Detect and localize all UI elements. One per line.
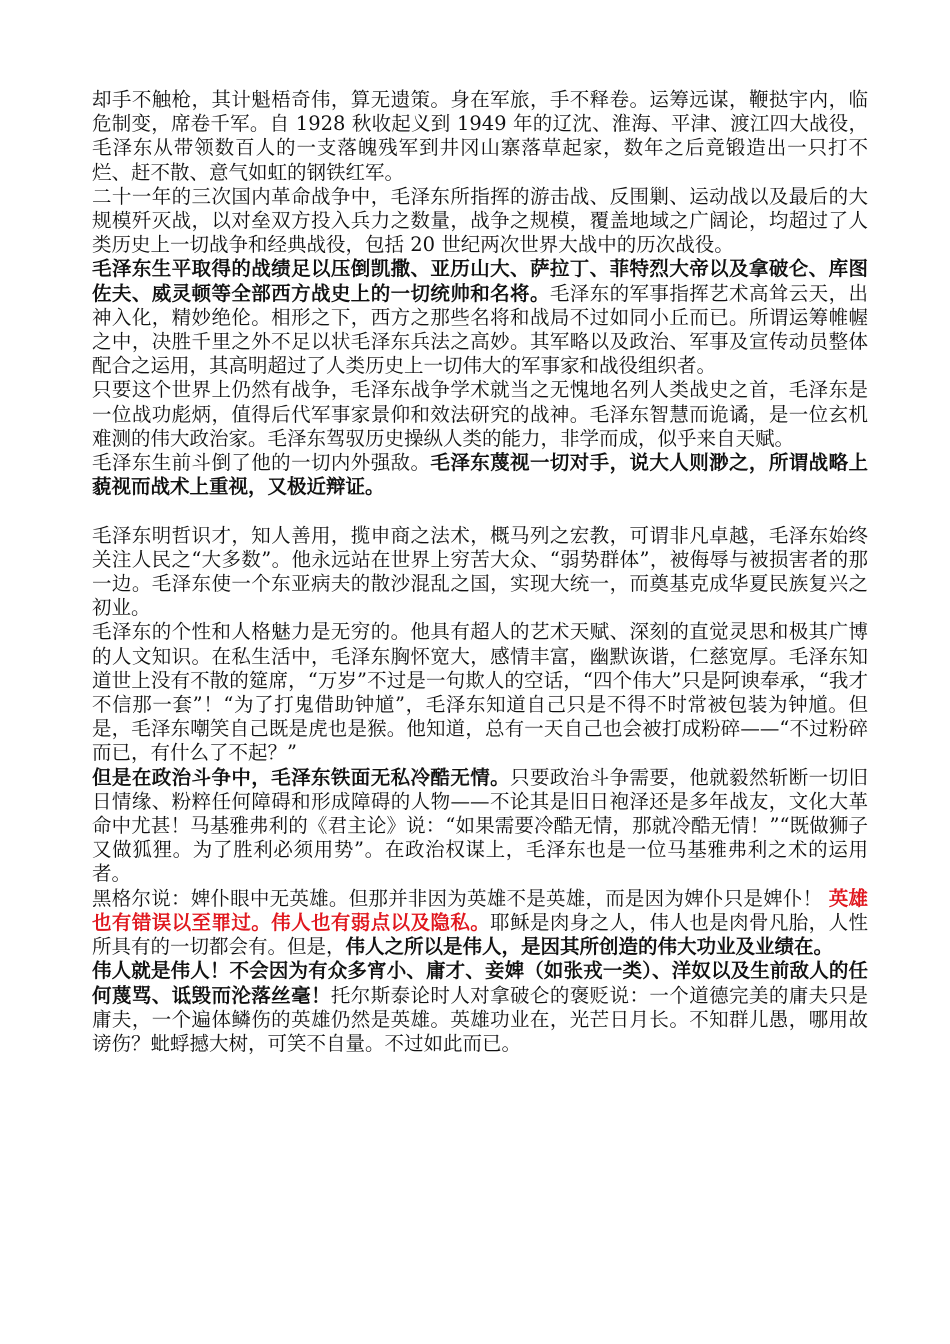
paragraph-text: 只要这个世界上仍然有战争，毛泽东战争学术就当之无愧地名列人类战史之首，毛泽东是一位战功彪炳，值得后代军事家景仰和效法研究的战神。毛泽东智慧而诡谲，是一位玄机难测的伟大政治家。毛泽东驾驭历史操纵人类的能力，非学而成，似乎来自天赋。 — [92, 378, 868, 450]
paragraph-war-god — [92, 378, 868, 451]
bold-statement: 毛泽东生平取得的战绩足以压倒凯撒、亚历山大、萨拉丁、菲特烈大帝以及拿破仑、库图佐夫、威灵顿等全部西方战史上的一切统帅和名将。 — [92, 257, 868, 305]
bold-statement: 毛泽东蔑视一切对手，说大人则渺之，所谓战略上藐视而战术上重视，又极近辩证。 — [92, 451, 868, 499]
paragraph-hegel — [92, 887, 868, 960]
red-emphasis: 英雄也有错误以至罪过。伟人也有弱点以及隐私。 — [92, 886, 868, 934]
paragraph-text: 毛泽东明哲识才，知人善用，揽申商之法术，概马列之宏教，可谓非凡卓越，毛泽东始终关注人民之“大多数”。他永远站在世界上穷苦大众、“弱势群体”，被侮辱与被损害者的那一边。毛泽东使一个东亚病夫的散沙混乱之国，实现大统一，而奠基克成华夏民族复兴之初业。 — [92, 523, 868, 620]
paragraph-military-career — [92, 88, 868, 185]
paragraph-political-struggle — [92, 766, 868, 887]
bold-statement: 伟人之所以是伟人，是因其所创造的伟大功业及业绩在。 — [345, 935, 834, 959]
paragraph-text: 毛泽东的军事指挥艺术高耸云天，出神入化，精妙绝伦。相形之下，西方之那些名将和战局不过如同小丘而已。所谓运筹帷幄之中，决胜千里之外不足以状毛泽东兵法之高妙。其军略以及政治、军事及宣传动员整体配合之运用，其高明超过了人类历史上一切伟大的军事家和战役组织者。 — [92, 281, 868, 378]
bold-statement: 伟人就是伟人！不会因为有众多宵小、庸才、妾婢（如张戎一类）、洋奴以及生前敌人的任何蔑骂、诋毁而沦落丝毫！ — [92, 959, 868, 1007]
paragraph-great-man — [92, 959, 868, 1056]
document-page — [92, 88, 868, 1056]
paragraph-enemies — [92, 451, 868, 499]
paragraph-text: 却手不触枪，其计魁梧奇伟，算无遗策。身在军旅，手不释卷。运筹远谋，鞭挞宇内，临危制变，席卷千军。自 1928 秋收起义到 1949 年的辽沈、淮海、平津、渡江四大战役，毛泽东从带领数百人的一支落魄残军到井冈山寨落草起家，数年之后竟锻造出一只打不烂、赶不散、意气如虹的钢铁红军。 — [92, 88, 868, 184]
paragraph-people — [92, 524, 868, 621]
blank-line — [92, 499, 868, 523]
paragraph-civil-war — [92, 185, 868, 258]
paragraph-war-record — [92, 257, 868, 378]
paragraph-text: 托尔斯泰论时人对拿破仑的褒贬说：一个道德完美的庸夫只是庸夫，一个遍体鳞伤的英雄仍然是英雄。英雄功业在，光芒日月长。不知群儿愚，哪用故谤伤？蚍蜉撼大树，可笑不自量。不过如此而已。 — [92, 983, 868, 1055]
paragraph-personality — [92, 620, 868, 765]
paragraph-text: 毛泽东生前斗倒了他的一切内外强敌。 — [92, 451, 431, 475]
paragraph-text: 耶稣是肉身之人，伟人也是肉骨凡胎，人性所具有的一切都会有。但是， — [92, 910, 868, 959]
paragraph-text: 黑格尔说：婢仆眼中无英雄。但那并非因为英雄不是英雄，而是因为婢仆只是婢仆！ — [92, 886, 829, 910]
bold-statement: 但是在政治斗争中，毛泽东铁面无私冷酷无情。 — [92, 765, 511, 789]
paragraph-text: 二十一年的三次国内革命战争中，毛泽东所指挥的游击战、反围剿、运动战以及最后的大规模歼灭战，以对垒双方投入兵力之数量，战争之规模，覆盖地域之广阔论，均超过了人类历史上一切战争和经典战役，包括 20 世纪两次世界大战中的历次战役。 — [92, 184, 868, 257]
paragraph-text: 只要政治斗争需要，他就毅然斩断一切旧日情缘、粉粹任何障碍和形成障碍的人物——不论其是旧日袍泽还是多年战友，文化大革命中尤甚！马基雅弗利的《君主论》说：“如果需要冷酷无情，那就冷酷无情！”“既做狮子又做狐狸。为了胜利必须用势”。在政治权谋上，毛泽东也是一位马基雅弗利之术的运用者。 — [92, 765, 868, 886]
paragraph-text: 毛泽东的个性和人格魅力是无穷的。他具有超人的艺术天赋、深刻的直觉灵思和极其广博的人文知识。在私生活中，毛泽东胸怀宽大，感情丰富，幽默诙谐，仁慈宽厚。毛泽东知道世上没有不散的筵席，“万岁”不过是一句欺人的空话，“四个伟大”只是阿谀奉承，“我才不信那一套”！“为了打鬼借助钟馗”，毛泽东知道自己只是不得不时常被包装为钟馗。但是，毛泽东嘲笑自己既是虎也是猴。他知道，总有一天自己也会被打成粉碎——“不过粉碎而已，有什么了不起？” — [92, 620, 868, 765]
